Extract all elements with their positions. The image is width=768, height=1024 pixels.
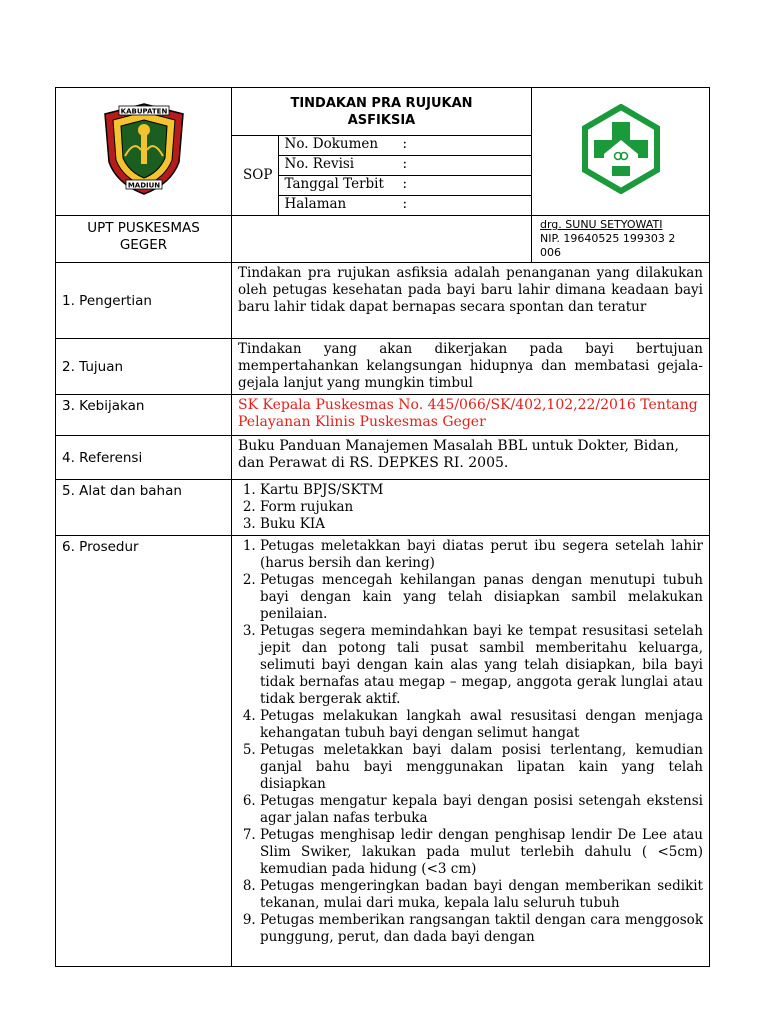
row-label-kebijakan: 3. Kebijakan	[56, 395, 232, 436]
signature-block: drg. SUNU SETYOWATI NIP. 19640525 199303 2 006	[532, 216, 710, 263]
meta-no-dokumen: No. Dokumen :	[278, 136, 531, 156]
list-item: 2. Form rujukan	[260, 499, 703, 516]
list-item: 4. Petugas melakukan langkah awal resusitasi dengan menjaga kehangatan tubuh bayi dengan selimut hangat	[260, 708, 703, 742]
regency-seal-cell	[56, 88, 232, 216]
row-content-pengertian: Tindakan pra rujukan asfiksia adalah penanganan yang dilakukan oleh petugas kesehatan pada bayi baru lahir dimana keadaan bayi baru lahir tidak dapat bernapas secara spontan dan teratur	[232, 263, 710, 339]
regency-seal-icon	[99, 100, 189, 198]
list-item: 7. Petugas menghisap ledir dengan penghisap lendir De Lee atau Slim Swiker, lakukan pada mulut terlebih dahulu ( <5cm) kemudian pada hidung (<3 cm)	[260, 827, 703, 878]
sop-label: SOP	[232, 136, 278, 215]
row-label-referensi: 4. Referensi	[56, 436, 232, 480]
empty-cell	[232, 216, 532, 263]
meta-tanggal-terbit: Tanggal Terbit :	[278, 176, 531, 196]
row-content-alat	[232, 480, 710, 536]
list-item: 1. Kartu BPJS/SKTM	[260, 482, 703, 499]
prosedur-list	[238, 538, 703, 946]
puskesmas-logo-icon	[576, 104, 666, 194]
row-label-alat: 5. Alat dan bahan	[56, 480, 232, 536]
list-item: 3. Buku KIA	[260, 516, 703, 533]
list-item: 8. Petugas mengeringkan badan bayi dengan memberikan sedikit tekanan, mulai dari muka, kepala lalu seluruh tubuh	[260, 878, 703, 912]
sop-document	[55, 87, 709, 967]
puskesmas-logo-cell	[532, 88, 710, 216]
title-block	[232, 88, 532, 216]
seal-text-top: KABUPATEN	[120, 107, 167, 116]
list-item: 3. Petugas segera memindahkan bayi ke tempat resusitasi setelah jepit dan potong tali pusat sambil memberitahu keluarga, selimuti bayi dengan kain alas yang telah disiapkan, bila bayi tidak bernafas atau megap – megap, anggota gerak lunglai atau tidak bergerak aktif.	[260, 623, 703, 708]
signer-name: drg. SUNU SETYOWATI	[540, 218, 663, 231]
row-content-referensi: Buku Panduan Manajemen Masalah BBL untuk Dokter, Bidan, dan Perawat di RS. DEPKES RI. 2005.	[232, 436, 710, 480]
alat-list	[238, 482, 703, 533]
row-content-prosedur	[232, 536, 710, 967]
list-item: 9. Petugas memberikan rangsangan taktil dengan cara menggosok punggung, perut, dan dada bayi dengan	[260, 912, 703, 946]
row-label-pengertian: 1. Pengertian	[56, 263, 232, 339]
unit-name: UPT PUSKESMAS GEGER	[56, 216, 232, 263]
row-label-prosedur: 6. Prosedur	[56, 536, 232, 967]
sop-meta	[232, 136, 531, 215]
seal-text-bottom: MADIUN	[127, 181, 160, 190]
meta-no-revisi: No. Revisi :	[278, 156, 531, 176]
row-content-kebijakan: SK Kepala Puskesmas No. 445/066/SK/402,102,22/2016 Tentang Pelayanan Klinis Puskesmas Geger	[232, 395, 710, 436]
list-item: 5. Petugas meletakkan bayi dalam posisi terlentang, kemudian ganjal bahu bayi menggunakan lipatan kain yang telah disiapkan	[260, 742, 703, 793]
list-item: 6. Petugas mengatur kepala bayi dengan posisi setengah ekstensi agar jalan nafas terbuka	[260, 793, 703, 827]
sop-table	[55, 87, 710, 967]
document-title: TINDAKAN PRA RUJUKAN ASFIKSIA	[232, 88, 531, 136]
list-item: 1. Petugas meletakkan bayi diatas perut ibu segera setelah lahir (harus bersih dan kering)	[260, 538, 703, 572]
signer-nip: NIP. 19640525 199303 2	[540, 232, 676, 245]
list-item: 2. Petugas mencegah kehilangan panas dengan menutupi tubuh bayi dengan kain yang telah disiapkan sambil melakukan penilaian.	[260, 572, 703, 623]
row-content-tujuan: Tindakan yang akan dikerjakan pada bayi bertujuan mempertahankan kelangsungan hidupnya dan membatasi gejala-gejala lanjut yang mungkin timbul	[232, 339, 710, 395]
row-label-tujuan: 2. Tujuan	[56, 339, 232, 395]
meta-halaman: Halaman :	[284, 196, 408, 212]
